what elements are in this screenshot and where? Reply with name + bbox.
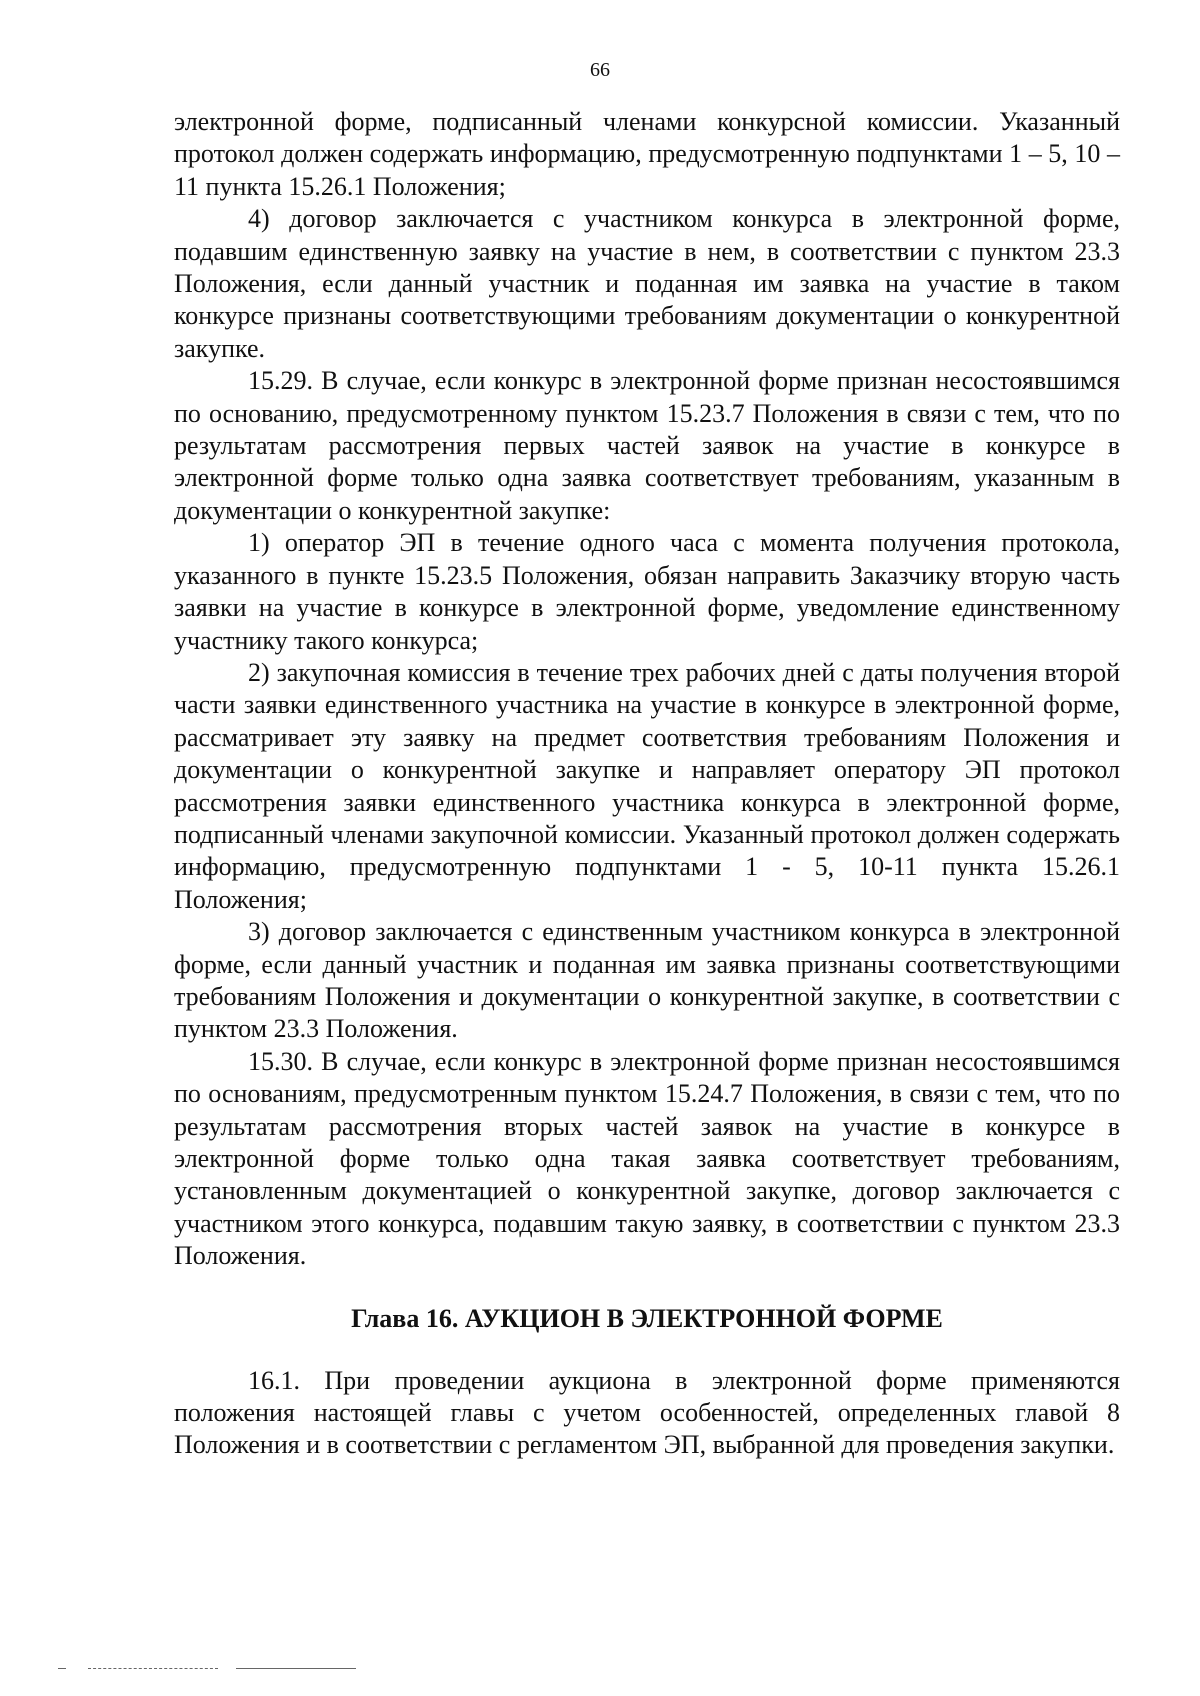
paragraph-15-30: 15.30. В случае, если конкурс в электронной форме признан несостоявшимся по основаниям, предусмотренным пунктом 15.24.7 Положения, в связи с тем, что по результатам рассмотрения вторых частей заявок на участие в конкурсе в электронной форме только одна такая заявка соответствует требованиям, установленным документацией о конкурентной закупке, договор заключается с участником этого конкурса, подавшим такую заявку, в соответствии с пунктом 23.3 Положения.	[174, 1046, 1120, 1271]
paragraph-item-2: 2) закупочная комиссия в течение трех рабочих дней с даты получения второй части заявки единственного участника на участие в конкурсе в электронной форме, рассматривает эту заявку на предмет соответствия требованиям Положения и документации о конкурентной закупке и направляет оператору ЭП протокол рассмотрения заявки единственного участника конкурса в электронной форме, подписанный членами закупочной комиссии. Указанный протокол должен содержать информацию, предусмотренную подпунктами 1 - 5, 10-11 пункта 15.26.1 Положения;	[174, 657, 1120, 914]
document-body	[174, 106, 1120, 1462]
footer-rule	[88, 1668, 218, 1669]
paragraph-continuation: электронной форме, подписанный членами конкурсной комиссии. Указанный протокол должен содержать информацию, предусмотренную подпунктами 1 – 5, 10 – 11 пункта 15.26.1 Положения;	[174, 107, 1120, 201]
paragraph-15-29: 15.29. В случае, если конкурс в электронной форме признан несостоявшимся по основанию, предусмотренному пунктом 15.23.7 Положения в связи с тем, что по результатам рассмотрения первых частей заявок на участие в конкурсе в электронной форме только одна заявка соответствует требованиям, указанным в документации о конкурентной закупке:	[174, 366, 1120, 525]
paragraph-item-3: 3) договор заключается с единственным участником конкурса в электронной форме, если данный участник и поданная им заявка признаны соответствующими требованиям Положения и документации о конкурентной закупке, в соответствии с пунктом 23.3 Положения.	[174, 917, 1120, 1044]
chapter-title: Глава 16. АУКЦИОН В ЭЛЕКТРОННОЙ ФОРМЕ	[351, 1303, 943, 1333]
footer-rule	[236, 1668, 356, 1669]
page-number: 66	[590, 59, 610, 81]
paragraph-item-1: 1) оператор ЭП в течение одного часа с момента получения протокола, указанного в пункте 15.23.5 Положения, обязан направить Заказчику вторую часть заявки на участие в конкурсе в электронной форме, уведомление единственному участнику такого конкурса;	[174, 528, 1120, 655]
paragraph-16-1: 16.1. При проведении аукциона в электронной форме применяются положения настоящей главы с учетом особенностей, определенных главой 8 Положения и в соответствии с регламентом ЭП, выбранной для проведения закупки.	[174, 1365, 1120, 1460]
paragraph-item-4: 4) договор заключается с участником конкурса в электронной форме, подавшим единственную заявку на участие в нем, в соответствии с пунктом 23.3 Положения, если данный участник и поданная им заявка на участие в таком конкурсе признаны соответствующими требованиям документации о конкурентной закупке.	[174, 204, 1120, 363]
footer-rule	[58, 1668, 66, 1669]
